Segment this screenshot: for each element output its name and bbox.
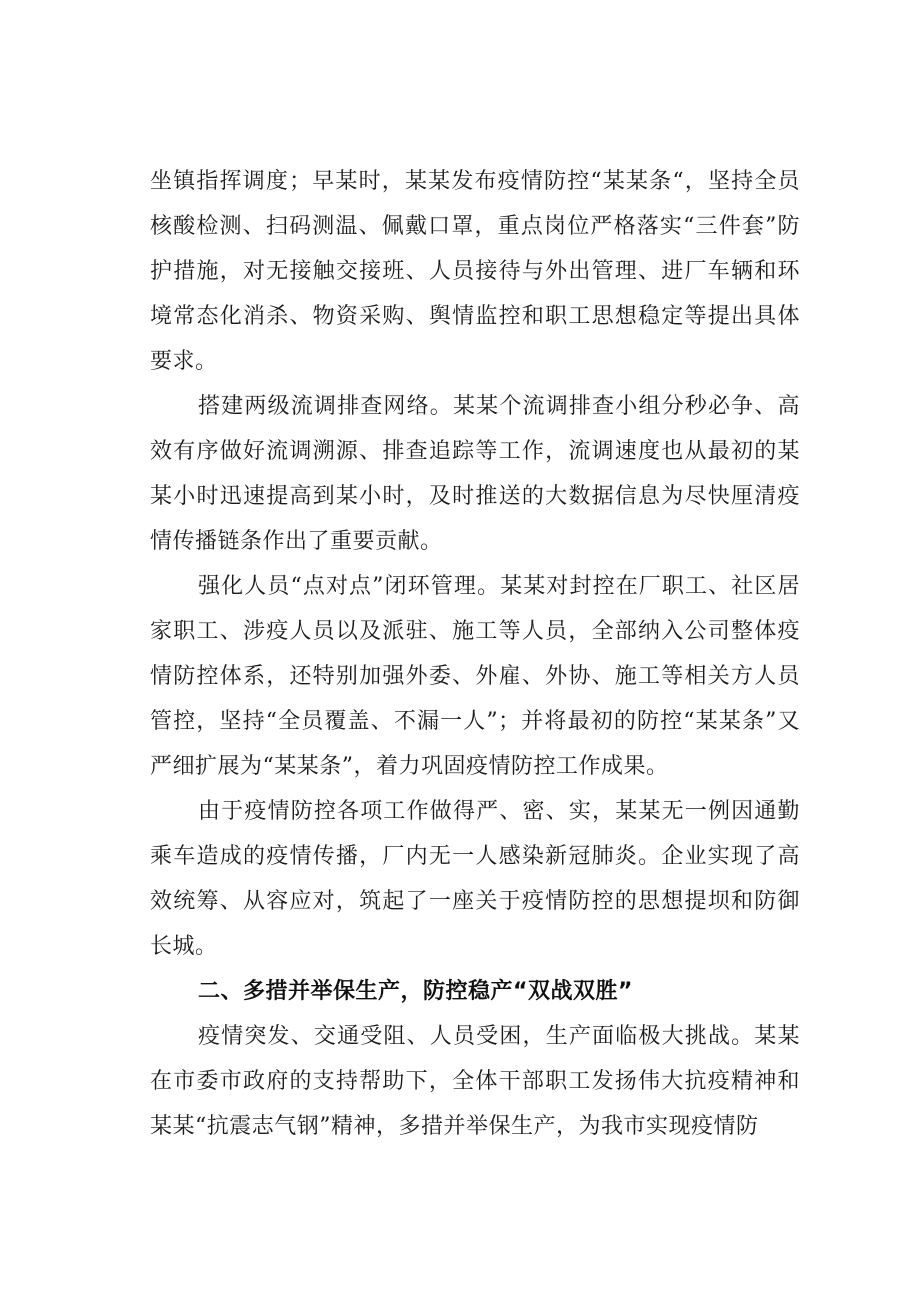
section-heading-2: 二、多措并举保生产，防控稳产“双战双胜” <box>198 979 633 1004</box>
document-body <box>150 159 800 1149</box>
paragraph-investigation-network: 搭建两级流调排查网络。某某个流调排查小组分秒必争、高效有序做好流调溯源、排查追踪等工作，流调速度也从最初的某某小时迅速提高到某小时，及时推送的大数据信息为尽快厘清疫情传播链条作出了重要贡献。 <box>150 394 800 554</box>
paragraph-production: 疫情突发、交通受阻、人员受困，生产面临极大挑战。某某在市委市政府的支持帮助下，全体干部职工发扬伟大抗疫精神和某某“抗震志气钢”精神，多措并举保生产，为我市实现疫情防 <box>150 1024 800 1139</box>
paragraph-continuation: 坐镇指挥调度；早某时，某某发布疫情防控“某某条“，坚持全员核酸检测、扫码测温、佩戴口罩，重点岗位严格落实“三件套”防护措施，对无接触交接班、人员接待与外出管理、进厂车辆和环境常态化消杀、物资采购、舆情监控和职工思想稳定等提出具体要求。 <box>150 169 800 374</box>
paragraph-closed-loop-management: 强化人员“点对点”闭环管理。某某对封控在厂职工、社区居家职工、涉疫人员以及派驻、施工等人员，全部纳入公司整体疫情防控体系，还特别加强外委、外雇、外协、施工等相关方人员管控，坚持“全员覆盖、不漏一人”；并将最初的防控“某某条”又严细扩展为“某某条”，着力巩固疫情防控工作成果。 <box>150 574 800 779</box>
paragraph-results: 由于疫情防控各项工作做得严、密、实，某某无一例因通勤乘车造成的疫情传播，厂内无一人感染新冠肺炎。企业实现了高效统筹、从容应对，筑起了一座关于疫情防控的思想提坝和防御长城。 <box>150 799 800 959</box>
